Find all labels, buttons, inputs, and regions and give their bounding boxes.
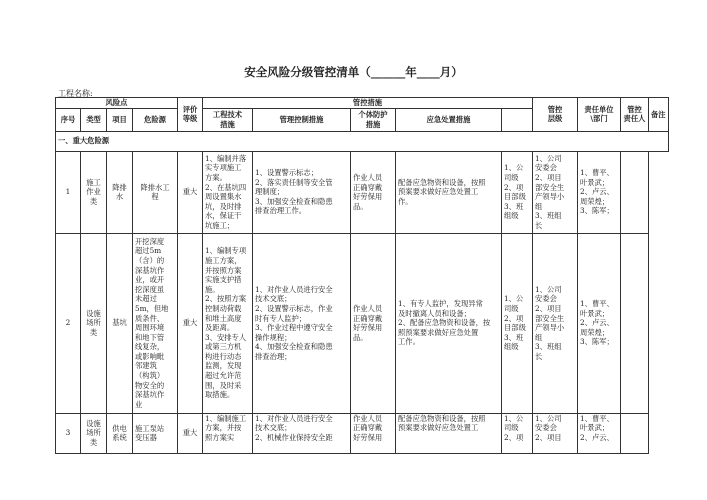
section-major-hazards: 一、重大危险源 xyxy=(56,131,669,151)
project-name-label: 工程名称: xyxy=(58,89,93,98)
row-seq: 3 xyxy=(56,413,81,453)
row-level: 1、公 司级 2、项 目部级 3、班 组级 xyxy=(502,233,533,413)
row-eval: 重大 xyxy=(178,413,203,453)
risk-control-table xyxy=(55,97,669,454)
row-hazard: 开挖深度 超过5m （含）的 深基坑作 业，或开 挖深度虽 未超过 5m，但地 质条件、 周围环境 和地下管 线复杂， 或影响毗 邻建筑 （构筑） 物安全的 深基坑作 业 xyxy=(133,233,178,413)
row-remark xyxy=(621,233,649,413)
row-item: 供电 系统 xyxy=(107,413,133,453)
row-emergency: 1、有专人监护，发现异常 及时撤离人员和设备； 2、配备应急物资和设备，按 照预案要求做好应急处置 工作。 xyxy=(396,233,502,413)
row-seq: 2 xyxy=(56,233,81,413)
row-unit: 1、公司 安委会 2、项目 部安全生 产领导小 组 3、班组 长 xyxy=(533,233,578,413)
header-eval-level: 评价 等级 xyxy=(178,98,203,132)
row-person: 1、曹平、 叶景武； 2、卢云、 周荣煌； 3、陈军； xyxy=(578,151,621,233)
header-item: 项目 xyxy=(107,108,133,131)
table-row xyxy=(56,151,669,233)
row-item: 基坑 xyxy=(107,233,133,413)
row-emergency: 配备应急物资和设备，按照 预案要求做好应急处置工 作。 xyxy=(396,151,502,233)
header-control-measures: 管控措施 xyxy=(203,98,533,109)
row-eval: 重大 xyxy=(178,151,203,233)
header-seq: 序号 xyxy=(56,108,81,131)
row-management: 1、对作业人员进行安全 技术交底； 2、机械作业保持安全距 xyxy=(253,413,351,453)
row-remark xyxy=(621,413,649,453)
document-title: 安全风险分级管控清单（______年____月） xyxy=(244,65,463,79)
row-management: 1、对作业人员进行安全 技术交底； 2、设置警示标志，作业 时有专人监护； 3、作业过程中遵守安全 操作规程； 4、加强安全检查和隐患 排查治理； xyxy=(253,233,351,413)
header-emergency-measures: 应急处置措施 xyxy=(396,108,502,131)
row-remark xyxy=(621,151,649,233)
row-unit: 1、公司 安委会 2、项目 部安全生 产领导小 组 3、班组 长 xyxy=(533,151,578,233)
header-control-level: 管控 层级 xyxy=(533,98,578,132)
header-responsible-person: 管控 责任人 xyxy=(621,98,649,132)
header-hazard: 危险源 xyxy=(133,108,178,131)
row-person: 1、曹平、 叶景武； 2、卢云、 xyxy=(578,413,621,453)
row-management: 1、设置警示标志； 2、落实责任制等安全管 理制度； 3、加强安全检查和隐患 排查治理工作。 xyxy=(253,151,351,233)
row-ppe: 作业人员 正确穿戴 好劳保用 xyxy=(351,413,396,453)
row-emergency: 配备应急物资和设备，按照 预案要求做好应急处置工 xyxy=(396,413,502,453)
row-hazard: 降排水工 程 xyxy=(133,151,178,233)
row-engineering: 1、编制施工 方案，并按 照方案实 xyxy=(203,413,253,453)
header-responsible-unit: 责任单位 \部门 xyxy=(578,98,621,132)
header-risk-point: 风险点 xyxy=(56,98,178,109)
row-level: 1、公 司级 2、项 目部级 3、班 组级 xyxy=(502,151,533,233)
row-ppe: 作业人员 正确穿戴 好劳保用 品。 xyxy=(351,151,396,233)
table-row xyxy=(56,413,669,453)
row-eval: 重大 xyxy=(178,233,203,413)
header-ppe-measures: 个体防护 措施 xyxy=(351,108,396,131)
row-hazard: 施工泵站 变压器 xyxy=(133,413,178,453)
row-engineering: 1、编制专项 施工方案， 并按照方案 实施支护措 施。 2、按照方案 控制动荷载 和堆土高度 及距离。 3、安排专人 或第三方机 构进行动态 监测，发现 超过允许范 围，及时采 取措施。 xyxy=(203,233,253,413)
row-type: 施工 作业 类 xyxy=(81,151,107,233)
row-item: 降排 水 xyxy=(107,151,133,233)
row-unit: 1、公司 安委会 2、项目 xyxy=(533,413,578,453)
row-type: 设施 场所 类 xyxy=(81,233,107,413)
row-level: 1、公 司级 2、项 xyxy=(502,413,533,453)
row-ppe: 作业人员 正确穿戴 好劳保用 品。 xyxy=(351,233,396,413)
row-type: 设施 场所 类 xyxy=(81,413,107,453)
header-management-measures: 管理控制措施 xyxy=(253,108,351,131)
row-engineering: 1、编制并落 实专项施工 方案。 2、在基坑四 周设置集水 坑，及时排 水，保证干 坑施工； xyxy=(203,151,253,233)
row-person: 1、曹平、 叶景武； 2、卢云、 周荣煌； 3、陈军； xyxy=(578,233,621,413)
header-type: 类型 xyxy=(81,108,107,131)
table-row xyxy=(56,233,669,413)
header-engineering-measures: 工程技术 措施 xyxy=(203,108,253,131)
row-seq: 1 xyxy=(56,151,81,233)
header-remark: 备注 xyxy=(649,98,669,132)
